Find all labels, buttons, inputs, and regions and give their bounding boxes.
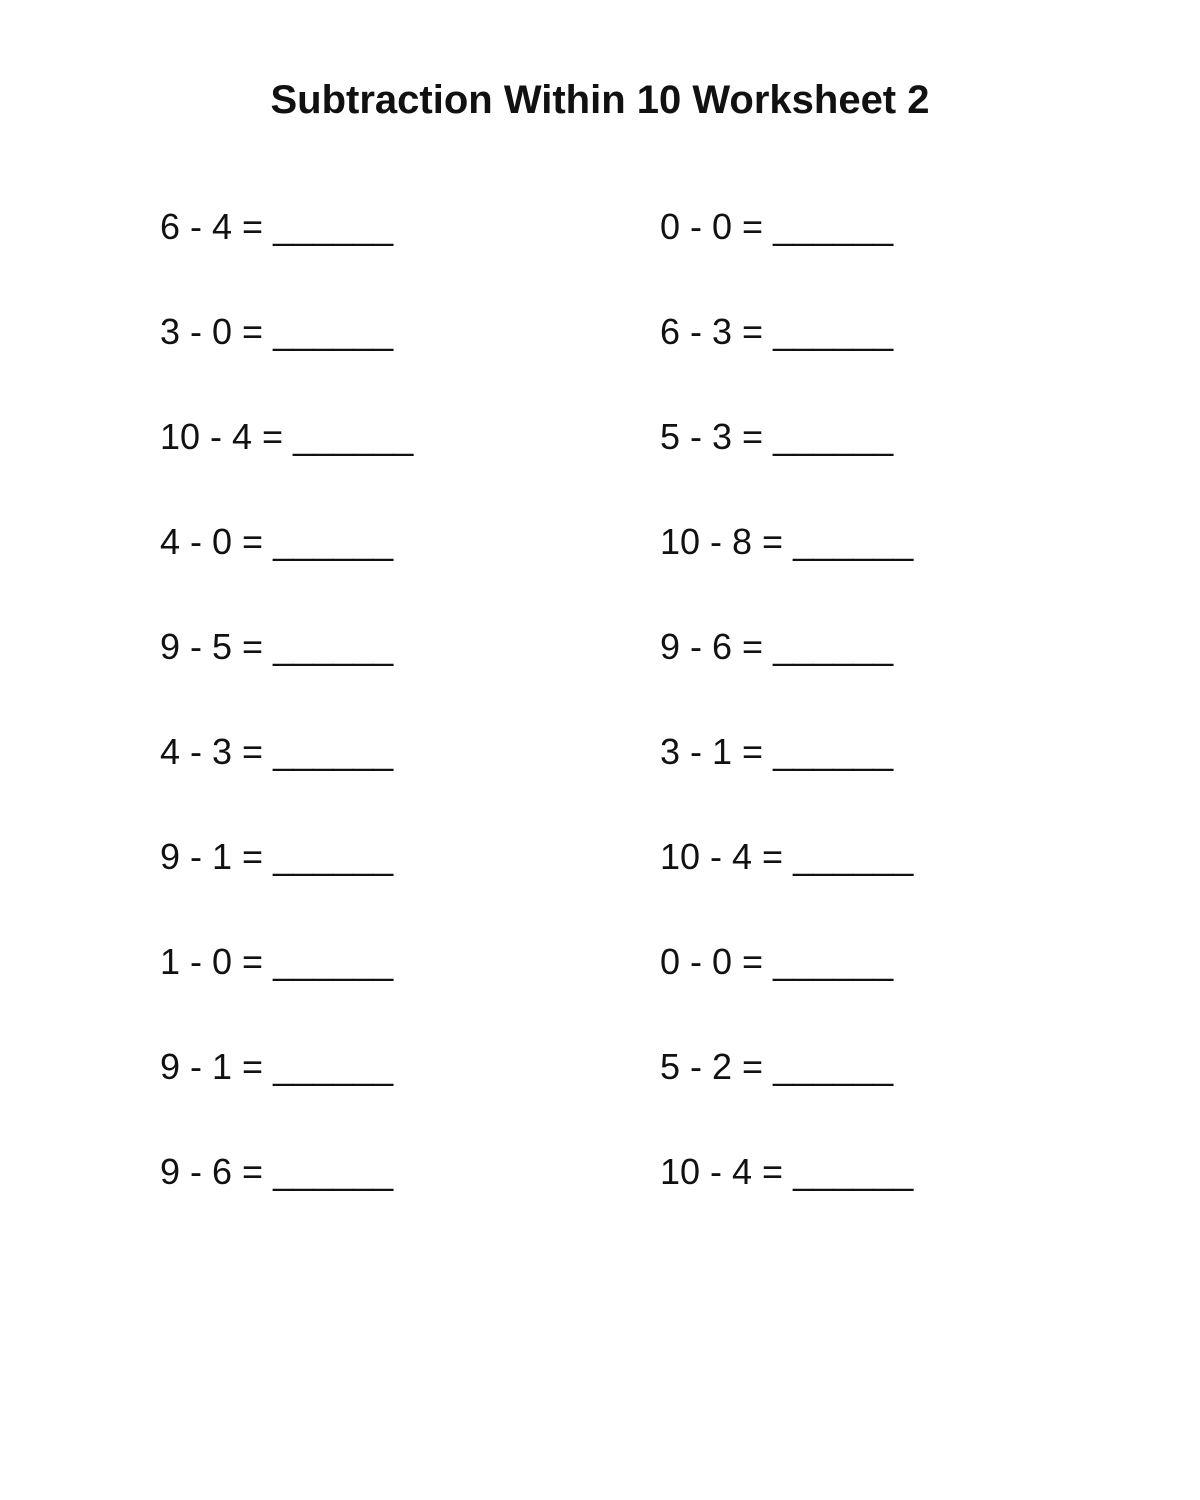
problem-right: 3 - 1 = ______ [660, 731, 894, 772]
problem-left: 9 - 1 = ______ [160, 836, 394, 877]
problem-right: 5 - 2 = ______ [660, 1046, 894, 1087]
problem-left: 9 - 5 = ______ [160, 626, 394, 667]
problem-row [160, 205, 1160, 310]
problem-right: 10 - 4 = ______ [660, 1151, 914, 1192]
problem-left: 4 - 3 = ______ [160, 731, 394, 772]
problem-row [160, 310, 1160, 415]
problem-grid [160, 205, 1160, 1255]
problem-row [160, 835, 1160, 940]
problem-left: 1 - 0 = ______ [160, 941, 394, 982]
problem-row [160, 625, 1160, 730]
problem-left: 6 - 4 = ______ [160, 206, 394, 247]
problem-right: 5 - 3 = ______ [660, 416, 894, 457]
problem-right: 0 - 0 = ______ [660, 941, 894, 982]
problem-row [160, 730, 1160, 835]
problem-row [160, 520, 1160, 625]
problem-right: 0 - 0 = ______ [660, 206, 894, 247]
problem-right: 6 - 3 = ______ [660, 311, 894, 352]
problem-right: 10 - 4 = ______ [660, 836, 914, 877]
problem-left: 9 - 1 = ______ [160, 1046, 394, 1087]
problem-right: 9 - 6 = ______ [660, 626, 894, 667]
problem-left: 4 - 0 = ______ [160, 521, 394, 562]
problem-left: 9 - 6 = ______ [160, 1151, 394, 1192]
problem-row [160, 415, 1160, 520]
problem-left: 10 - 4 = ______ [160, 416, 414, 457]
problem-right: 10 - 8 = ______ [660, 521, 914, 562]
problem-row [160, 1150, 1160, 1255]
worksheet-title: Subtraction Within 10 Worksheet 2 [270, 77, 930, 122]
problem-row [160, 940, 1160, 1045]
problem-row [160, 1045, 1160, 1150]
problem-left: 3 - 0 = ______ [160, 311, 394, 352]
